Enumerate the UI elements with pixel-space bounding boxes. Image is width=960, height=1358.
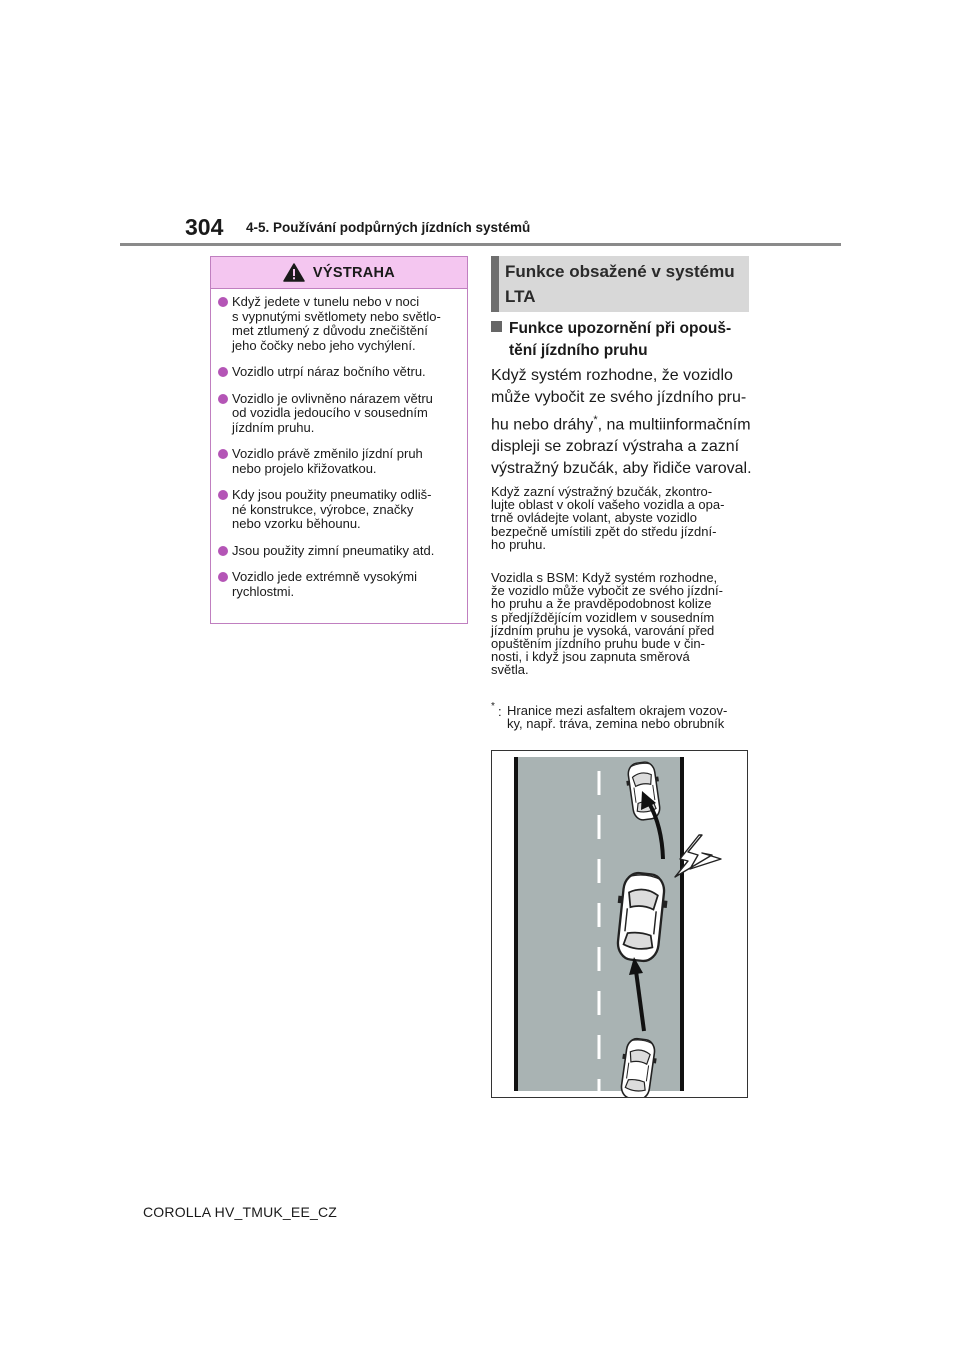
footnote — [491, 701, 753, 732]
bullet-icon — [218, 297, 228, 307]
warning-item-text: Vozidlo utrpí náraz bočního větru. — [232, 364, 426, 379]
square-bullet-icon — [491, 321, 502, 332]
bullet-icon — [218, 546, 228, 556]
lead-text-1: Když systém rozhodne, že vozidlo může vybočit ze svého jízdního pru- hu nebo dráhy — [491, 367, 747, 434]
warning-header — [211, 257, 467, 289]
warning-item-text: Vozidlo jede extrémně vysokými rychlostmi. — [232, 569, 417, 599]
warning-title: VÝSTRAHA — [312, 264, 396, 281]
lead-text-2: , na multiinformačním displeji se zobrazí výstraha a zazní výstražný bzučák, aby řidiče varoval. — [491, 416, 752, 478]
warning-item — [217, 570, 459, 599]
bullet-icon — [218, 367, 228, 377]
footnote-text: Hranice mezi asfaltem okrajem vozov- ky, např. tráva, zemina nebo obrubník — [507, 703, 728, 732]
warning-item-text: Vozidlo právě změnilo jízdní pruh nebo projelo křižovatkou. — [232, 446, 423, 476]
page-number: 304 — [185, 214, 224, 240]
subheading — [491, 318, 753, 362]
warning-box — [210, 256, 468, 624]
section-title: 4-5. Používání podpůrných jízdních systémů — [246, 220, 531, 235]
warning-list — [211, 289, 467, 599]
header-rule — [120, 243, 841, 246]
warning-item — [217, 392, 459, 436]
warning-item-text: Vozidlo je ovlivněno nárazem větru od vozidla jedoucího v sousedním jízdním pruhu. — [232, 390, 433, 435]
warning-item-text: Kdy jsou použity pneumatiky odliš- né konstrukce, výrobce, značky nebo vzorku běhounu. — [232, 487, 432, 531]
warning-item — [217, 544, 459, 559]
bullet-icon — [218, 394, 228, 404]
bullet-icon — [218, 572, 228, 582]
paragraph-bsm: Vozidla s BSM: Když systém rozhodne, že vozidlo může vybočit ze svého jízdní- ho pruhu a že pravděpodobnost kolize s předjíždějícím vozidlem v sousedním jízdním pruhu je vysoká, varování před opuštěním jízdního pruhu bude v čin- nosti, i když jsou zapnuta směrová světla. — [491, 570, 723, 678]
warning-item-text: Když jedete v tunelu nebo v noci s vypnutými světlomety nebo světlo- met ztlumený z důvodu znečištění jeho čočky nebo jeho vychýlení. — [232, 294, 441, 353]
lead-paragraph — [491, 365, 753, 480]
footnote-reference: * — [593, 414, 598, 426]
subheading-line1: Funkce upozornění při opouš- — [509, 320, 732, 337]
warning-item — [217, 295, 459, 353]
footer: COROLLA HV_TMUK_EE_CZ — [143, 1204, 338, 1220]
lta-section-box: Funkce obsažené v systému LTA — [491, 256, 749, 312]
warning-item-text: Jsou použity zimní pneumatiky atd. — [232, 542, 435, 558]
warning-item — [217, 365, 459, 380]
footnote-mark: * — [491, 701, 495, 712]
paragraph-buzzer: Když zazní výstražný bzučák, zkontro- lujte oblast v okolí vašeho vozidla a opa- trně ovládejte volant, abyste vozidlo bezpečně umístili zpět do středu jízdní- ho pruhu. — [491, 484, 725, 552]
subheading-line2: tění jízdního pruhu — [509, 342, 648, 359]
lane-departure-diagram — [491, 750, 748, 1098]
warning-item — [217, 488, 459, 532]
warning-triangle-icon — [283, 263, 305, 282]
bullet-icon — [218, 490, 228, 500]
bullet-icon — [218, 449, 228, 459]
lane-diagram-svg — [492, 751, 747, 1097]
footnote-colon: : — [498, 704, 502, 719]
warning-item — [217, 447, 459, 476]
